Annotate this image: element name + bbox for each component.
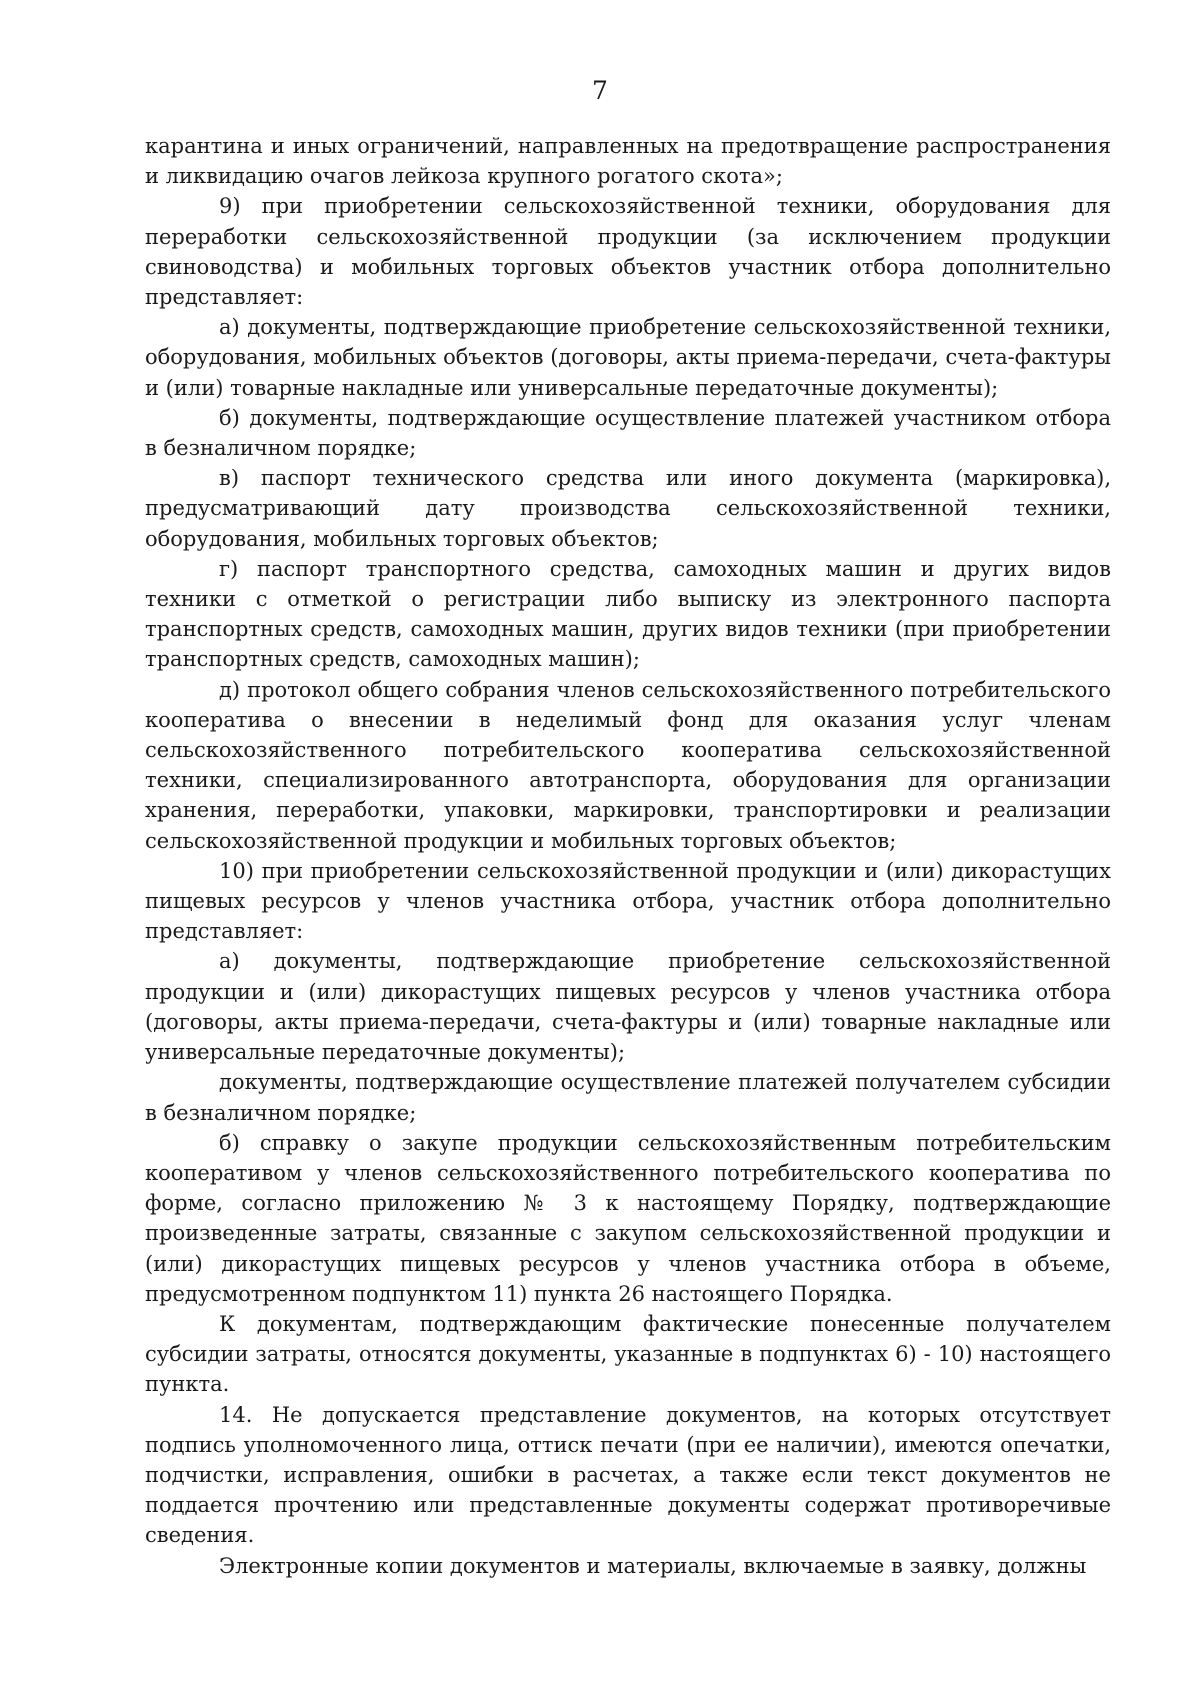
paragraph-item-10b: б) справку о закупе продукции сельскохозяйственным потребительским кооперативом у членов сельскохозяйственного потребительского кооператива по форме, согласно приложению № 3 к настоящему Порядку, подтверждающие произведенные затраты, связанные с закупом сельскохозяйственной продукции и (или) дикорастущих пищевых ресурсов у членов участника отбора в объеме, предусмотренном подпунктом 11) пункта 26 настоящего Порядка. — [145, 1130, 1111, 1306]
paragraph-electronic-copies: Электронные копии документов и материалы, включаемые в заявку, должны — [219, 1553, 1087, 1578]
paragraph-item-9b: б) документы, подтверждающие осуществление платежей участником отбора в безналичном порядке; — [145, 405, 1111, 461]
paragraph-continuation: карантина и иных ограничений, направленных на предотвращение распространения и ликвидацию очагов лейкоза крупного рогатого скота»; — [145, 134, 1111, 189]
paragraph-item-9a: а) документы, подтверждающие приобретение сельскохозяйственной техники, оборудования, мобильных объектов (договоры, акты приема-передачи, счета-фактуры и (или) товарные накладные или универсальные передаточные документы); — [145, 315, 1111, 400]
document-body — [145, 131, 1111, 1581]
page-number: 7 — [592, 76, 608, 105]
paragraph-item-10a-payments: документы, подтверждающие осуществление платежей получателем субсидии в безналичном порядке; — [145, 1070, 1111, 1125]
paragraph-item-10: 10) при приобретении сельскохозяйственной продукции и (или) дикорастущих пищевых ресурсов у членов участника отбора, участник отбора дополнительно представляет: — [145, 858, 1111, 944]
paragraph-item-14: 14. Не допускается представление документов, на которых отсутствует подпись уполномоченного лица, оттиск печати (при ее наличии), имеются опечатки, подчистки, исправления, ошибки в расчетах, а также если текст документов не поддается прочтению или представленные документы содержат противоречивые сведения. — [145, 1402, 1111, 1548]
paragraph-item-9: 9) при приобретении сельскохозяйственной техники, оборудования для переработки сельскохозяйственной продукции (за исключением продукции свиноводства) и мобильных торговых объектов участник отбора дополнительно представляет: — [145, 194, 1111, 310]
paragraph-item-9v: в) паспорт технического средства или иного документа (маркировка), предусматривающий дату производства сельскохозяйственной техники, оборудования, мобильных торговых объектов; — [145, 466, 1111, 551]
paragraph-item-9g: г) паспорт транспортного средства, самоходных машин и других видов техники с отметкой о регистрации либо выписку из электронного паспорта транспортных средств, самоходных машин, других видов техники (при приобретении транспортных средств, самоходных машин); — [145, 556, 1111, 672]
paragraph-item-10a: а) документы, подтверждающие приобретение сельскохозяйственной продукции и (или) дикорастущих пищевых ресурсов у членов участника отбора (договоры, акты приема-передачи, счета-фактуры и (или) товарные накладные или универсальные передаточные документы); — [145, 949, 1111, 1065]
paragraph-supporting-documents: К документам, подтверждающим фактические понесенные получателем субсидии затраты, относятся документы, указанные в подпунктах 6) - 10) настоящего пункта. — [145, 1311, 1111, 1397]
paragraph-item-9d: д) протокол общего собрания членов сельскохозяйственного потребительского кооператива о внесении в неделимый фонд для оказания услуг членам сельскохозяйственного потребительского кооператива сельскохозяйственной техники, специализированного автотранспорта, оборудования для организации хранения, переработки, упаковки, маркировки, транспортировки и реализации сельскохозяйственной продукции и мобильных торговых объектов; — [145, 677, 1111, 853]
